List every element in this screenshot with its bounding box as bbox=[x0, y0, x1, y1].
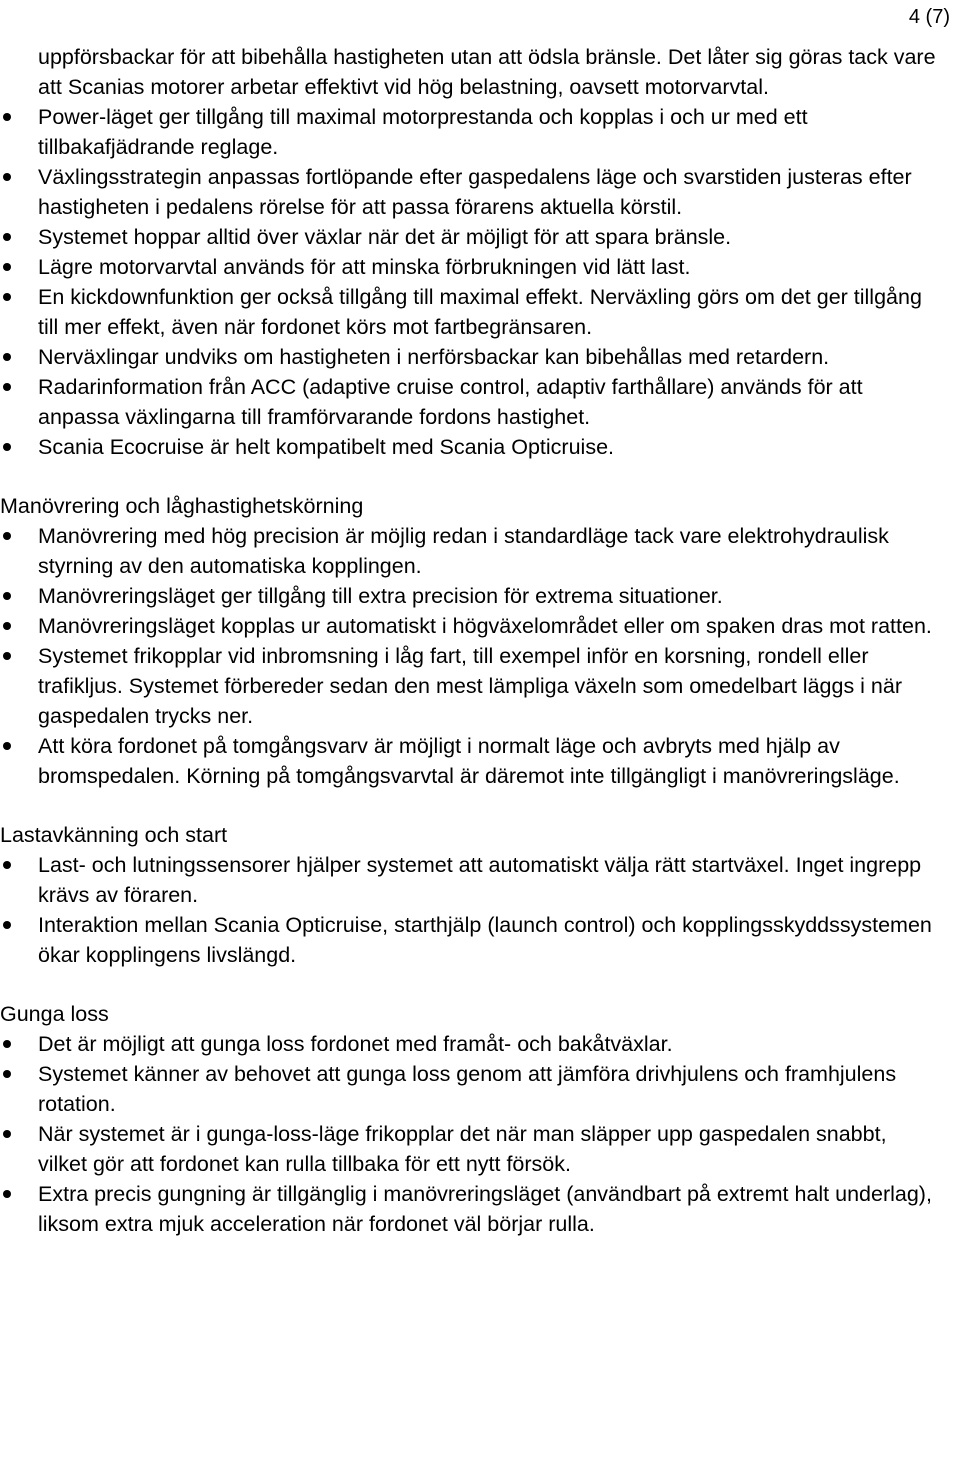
lastavkanning-bullet-list bbox=[0, 850, 940, 970]
list-item: Manövrering med hög precision är möjlig redan i standardläge tack vare elektrohydraulisk styrning av den automatiska kopplingen. bbox=[0, 521, 940, 581]
list-item: Manövreringsläget kopplas ur automatiskt i högväxelområdet eller om spaken dras mot ratten. bbox=[0, 611, 940, 641]
gunga-loss-bullet-list bbox=[0, 1029, 940, 1239]
list-item: Systemet frikopplar vid inbromsning i låg fart, till exempel inför en korsning, rondell eller trafikljus. Systemet förbereder sedan den mest lämpliga växeln som omedelbart läggs i när gaspedalen trycks ner. bbox=[0, 641, 940, 731]
list-item: Scania Ecocruise är helt kompatibelt med Scania Opticruise. bbox=[0, 432, 940, 462]
document-body bbox=[0, 42, 940, 1239]
section-spacer bbox=[0, 462, 940, 491]
list-item: En kickdownfunktion ger också tillgång till maximal effekt. Nerväxling görs om det ger tillgång till mer effekt, även när fordonet körs mot fartbegränsaren. bbox=[0, 282, 940, 342]
list-item: Att köra fordonet på tomgångsvarv är möjligt i normalt läge och avbryts med hjälp av bromspedalen. Körning på tomgångsvarvtal är däremot inte tillgängligt i manövreringsläge. bbox=[0, 731, 940, 791]
section-spacer bbox=[0, 970, 940, 999]
list-item: Det är möjligt att gunga loss fordonet med framåt- och bakåtväxlar. bbox=[0, 1029, 940, 1059]
intro-bullet-list bbox=[0, 102, 940, 462]
list-item: Power-läget ger tillgång till maximal motorprestanda och kopplas i och ur med ett tillbakafjädrande reglage. bbox=[0, 102, 940, 162]
page-number: 4 (7) bbox=[908, 6, 950, 28]
section-heading-lastavkanning: Lastavkänning och start bbox=[0, 823, 228, 847]
section-heading-manovrering: Manövrering och låghastighetskörning bbox=[0, 494, 364, 518]
section-heading-gunga-loss: Gunga loss bbox=[0, 1002, 109, 1026]
section-spacer bbox=[0, 791, 940, 820]
list-item: Radarinformation från ACC (adaptive cruise control, adaptiv farthållare) används för att anpassa växlingarna till framförvarande fordons hastighet. bbox=[0, 372, 940, 432]
list-item: Extra precis gungning är tillgänglig i manövreringsläget (användbart på extremt halt underlag), liksom extra mjuk acceleration när fordonet väl börjar rulla. bbox=[0, 1179, 940, 1239]
intro-continuation: uppförsbackar för att bibehålla hastigheten utan att ödsla bränsle. Det låter sig göras tack vare att Scanias motorer arbetar effektivt vid hög belastning, oavsett motorvarvtal. bbox=[38, 45, 936, 99]
list-item: Växlingsstrategin anpassas fortlöpande efter gaspedalens läge och svarstiden justeras efter hastigheten i pedalens rörelse för att passa förarens aktuella körstil. bbox=[0, 162, 940, 222]
list-item: När systemet är i gunga-loss-läge frikopplar det när man släpper upp gaspedalen snabbt, vilket gör att fordonet kan rulla tillbaka för ett nytt försök. bbox=[0, 1119, 940, 1179]
list-item: Manövreringsläget ger tillgång till extra precision för extrema situationer. bbox=[0, 581, 940, 611]
list-item: Systemet hoppar alltid över växlar när det är möjligt för att spara bränsle. bbox=[0, 222, 940, 252]
list-item: Nerväxlingar undviks om hastigheten i nerförsbackar kan bibehållas med retardern. bbox=[0, 342, 940, 372]
list-item: Systemet känner av behovet att gunga loss genom att jämföra drivhjulens och framhjulens rotation. bbox=[0, 1059, 940, 1119]
manovrering-bullet-list bbox=[0, 521, 940, 791]
list-item: Last- och lutningssensorer hjälper systemet att automatiskt välja rätt startväxel. Inget ingrepp krävs av föraren. bbox=[0, 850, 940, 910]
list-item: Lägre motorvarvtal används för att minska förbrukningen vid lätt last. bbox=[0, 252, 940, 282]
list-item: Interaktion mellan Scania Opticruise, starthjälp (launch control) och kopplingsskyddssystemen ökar kopplingens livslängd. bbox=[0, 910, 940, 970]
